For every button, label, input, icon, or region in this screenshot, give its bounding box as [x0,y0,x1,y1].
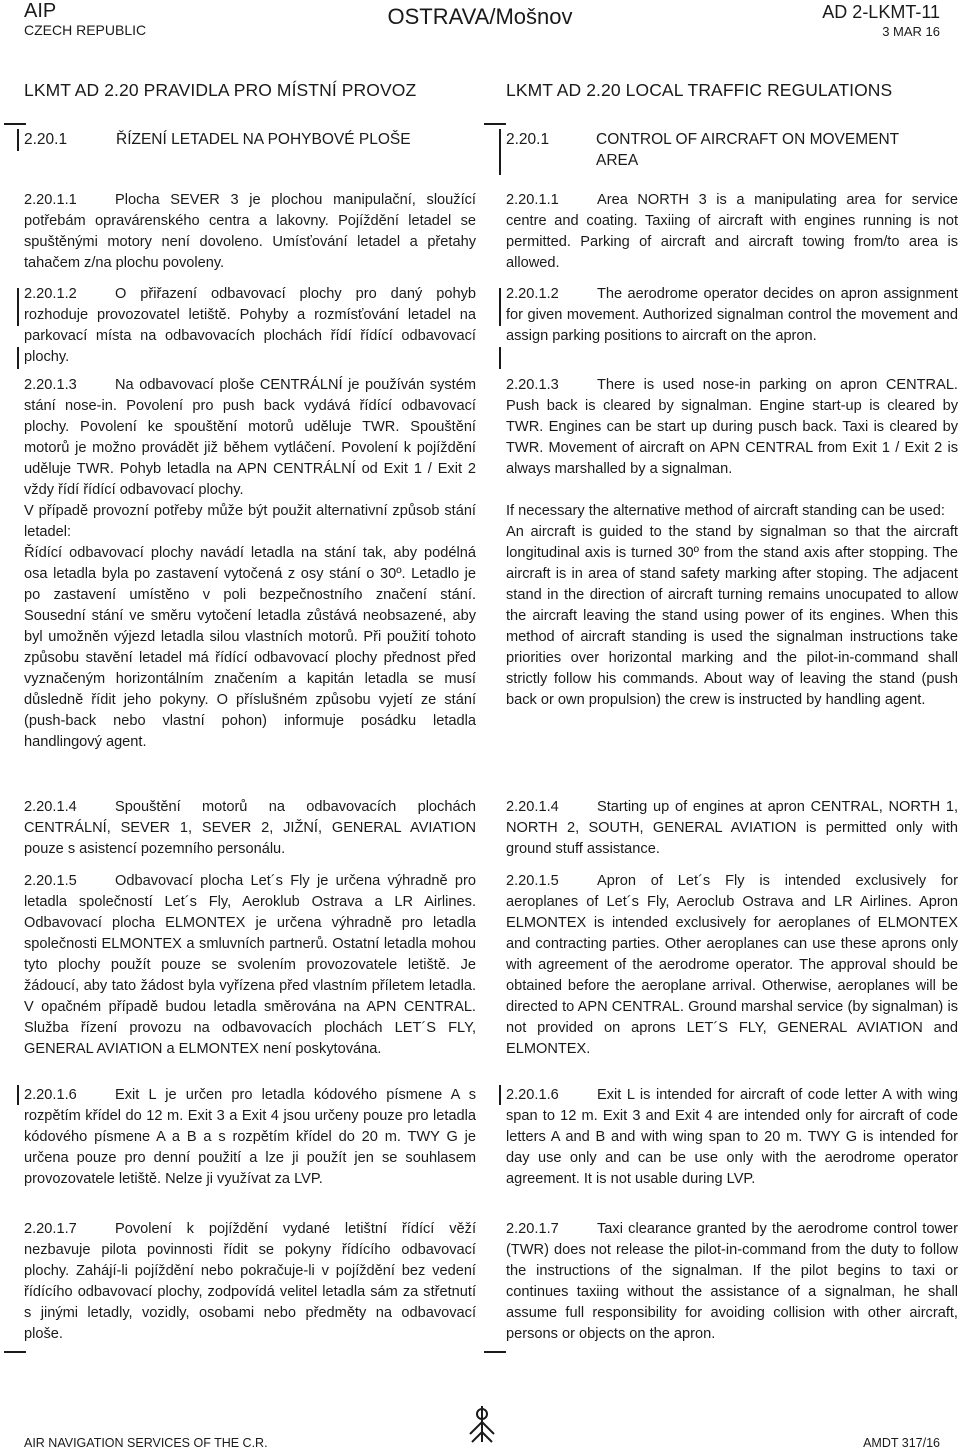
change-bar [17,1085,19,1105]
paragraph-number: 2.20.1.7 [24,1221,77,1237]
paragraph-text: Na odbavovací ploše CENTRÁLNÍ je používán systém stání nose-in. Povolení pro push back vydává řídící odbavovací plochy. Povolení ke spouštění motorů uděluje TWR. Spouštění motorů je možno provádět již během vytláčení. Povolení k pojíždění uděluje TWR. Pohyb letadla na APN CENTRÁLNÍ od Exit 1 / Exit 2 vždy řídí řídící odbavovací plochy. [24,377,476,498]
change-bar [17,129,19,151]
paragraph-number: 2.20.1.2 [24,286,77,302]
paragraph-text: Povolení k pojíždění vydané letištní řídící věží nezbavuje pilota povinnosti řídit se pokyny řídícího odbavovací plochy. Zahájí-li pojíždění nebo pokračuje-li v pojíždění bez vedení řídícího odbavovací plochy, zodpovídá velitel letadla sám za střetnutí s jinými letadly, vozidly, osobami nebo předměty na odbavovací ploše. [24,1221,476,1342]
paragraph-text: The aerodrome operator decides on apron assignment for given movement. Authorized signalman control the movement and assign parking positions to aircraft on the apron. [506,286,958,344]
paragraph-2-20-1-3-en [506,375,958,711]
paragraph-number: 2.20.1.4 [24,799,77,815]
paragraph-text: Exit L je určen pro letadla kódového písmene A s rozpětím křídel do 12 m. Exit 3 a Exit 4 jsou určeny pouze pro letadla kódového písmene A a B a s rozpětím křídel do 20 m. TWY G je určena pouze pro denní použití a lze ji použít jen se souhlasem provozovatele letiště. Nelze ji využívat za LVP. [24,1087,476,1187]
paragraph-text: Apron of Let´s Fly is intended exclusively for aeroplanes of Let´s Fly, Aeroclub Ostrava and LR Airlines. Apron ELMONTEX is intended exclusively for aeroplanes of ELMONTEX and contracting parties. Other aeroplanes can use these aprons only with agreement of the aerodrome operator. The approval should be obtained before the aeroplane arrival. Otherwise, aeroplanes will be directed to APN CENTRAL. Ground marshal service (by signalman) is not provided on aprons LET´S FLY, GENERAL AVIATION and ELMONTEX. [506,873,958,1057]
paragraph-text: Plocha SEVER 3 je plochou manipulační, sloužící potřebám opravárenského centra a lakovny. Pojíždění letadel se spuštěnými motory není dovoleno. Umísťování letadel a přetahy tahačem z/na plochu povoleny. [24,192,476,271]
paragraph-text: Odbavovací plocha Let´s Fly je určena výhradně pro letadla společností Let´s Fly, Aeroklub Ostrava a LR Airlines. Odbavovací plocha ELMONTEX je určena výhradně pro letadla společnosti ELMONTEX a smluvních partnerů. Ostatní letadla mohou tyto plochy použít pouze se svolením provozovatele letiště. Je žádoucí, aby tato žádost byla vyřízena před vlastním příletem letadla. V opačném případě budou letadla směrována na APN CENTRAL. Služba řízení provozu na odbavovacích plochách LET´S FLY, GENERAL AVIATION a ELMONTEX není poskytována. [24,873,476,1057]
paragraph-number: 2.20.1.5 [506,873,559,889]
change-bar [499,288,501,326]
paragraph-2-20-1-3-cz [24,375,476,753]
paragraph-number: 2.20.1.3 [506,377,559,393]
paragraph-text: Starting up of engines at apron CENTRAL, NORTH 1, NORTH 2, SOUTH, GENERAL AVIATION is permitted only with ground stuff assistance. [506,799,958,857]
header-date: 3 MAR 16 [882,24,940,39]
paragraph-2-20-1-1-en [506,190,958,274]
paragraph-number: 2.20.1.4 [506,799,559,815]
paragraph-number: 2.20.1.5 [24,873,77,889]
paragraph-text: Area NORTH 3 is a manipulating area for service centre and coating. Taxiing of aircraft with engines running is not permitted. Parking of aircraft and aircraft towing from/to area is allowed. [506,192,958,271]
paragraph-text: An aircraft is guided to the stand by signalman so that the aircraft longitudinal axis is turned 30º from the stand axis after stopping. The aircraft is in area of stand safety marking after stoping. The adjacent stand in the direction of aircraft turning remains unocupated to allow the aircraft leaving the stand using power of its engines. When this method of aircraft standing is used the signalman instructions take priorities over horizontal marking and the pilot-in-command shall strictly follow his commands. About way of leaving the stand (push back or own propulsion) the crew is instructed by handling agent. [506,524,958,708]
page-header [0,0,960,44]
paragraph-2-20-1-6-cz [24,1085,476,1190]
paragraph-number: 2.20.1.1 [506,192,559,208]
paragraph-2-20-1-2-cz [24,284,476,368]
amendment-mark-end [484,1351,506,1353]
subsection-number-cz: 2.20.1 [24,131,68,148]
paragraph-text: If necessary the alternative method of aircraft standing can be used: [506,503,945,519]
ans-cr-logo-icon [466,1404,498,1444]
paragraph-2-20-1-4-cz [24,797,476,860]
paragraph-text: Exit L is intended for aircraft of code letter A with wing span to 12 m. Exit 3 and Exit 4 are intended only for aircraft of code letters A and B and with wing span to 20 m. TWY G is intended for day use only and can be use only with the aerodrome operator agreement. It is not usable during LVP. [506,1087,958,1187]
paragraph-number: 2.20.1.3 [24,377,77,393]
subsection-title-cz: ŘÍZENÍ LETADEL NA POHYBOVÉ PLOŠE [116,131,411,148]
section-title-cz: LKMT AD 2.20 PRAVIDLA PRO MÍSTNÍ PROVOZ [24,80,417,100]
change-bar [17,288,19,326]
header-country: CZECH REPUBLIC [24,22,147,38]
paragraph-text: V případě provozní potřeby může být použit alternativní způsob stání letadel: [24,503,476,540]
header-aip: AIP [24,0,57,22]
paragraph-number: 2.20.1.6 [24,1087,77,1103]
paragraph-2-20-1-7-en [506,1219,958,1345]
change-bar [499,347,501,369]
header-page-ref: AD 2-LKMT-11 [822,2,940,22]
paragraph-number: 2.20.1.6 [506,1087,559,1103]
subsection-title-en-cont: AREA [596,152,639,169]
paragraph-2-20-1-4-en [506,797,958,860]
amendment-mark-end [4,1351,26,1353]
header-aerodrome: OSTRAVA/Mošnov [387,4,573,29]
paragraph-2-20-1-2-en [506,284,958,347]
paragraph-text: Spouštění motorů na odbavovacích plochách CENTRÁLNÍ, SEVER 1, SEVER 2, JIŽNÍ, GENERAL AVIATION pouze s asistencí pozemního personálu. [24,799,476,857]
paragraph-2-20-1-7-cz [24,1219,476,1345]
change-bar [17,347,19,369]
paragraph-2-20-1-5-cz [24,871,476,1060]
paragraph-text: Taxi clearance granted by the aerodrome control tower (TWR) does not release the pilot-in-command from the duty to follow the instructions of the signalman. If the pilot begins to taxi or continues taxiing without the assistance of a signalman, he shall assume full responsibility for avoiding collision with other aircraft, persons or objects on the apron. [506,1221,958,1342]
amendment-mark-start [4,123,26,125]
footer-amendment: AMDT 317/16 [863,1436,940,1450]
paragraph-2-20-1-5-en [506,871,958,1060]
amendment-mark-start [484,123,506,125]
section-title-en: LKMT AD 2.20 LOCAL TRAFFIC REGULATIONS [506,80,893,100]
subsection-title-en: CONTROL OF AIRCRAFT ON MOVEMENT [596,131,900,148]
paragraph-text: O přiřazení odbavovací plochy pro daný pohyb rozhoduje provozovatel letiště. Pohyby a rozmísťování letadel na parkovací místa na odbavovacích plochách řídí řídící odbavovací plochy. [24,286,476,365]
paragraph-text: Řídící odbavovací plochy navádí letadla na stání tak, aby podélná osa letadla byla po zastavení vytočená z osy stání o 30º. Letadlo je po zastavení umístěno v poli bezpečnostního značení stání. Sousední stání ve směru vytočení letadla zůstává neobsazené, aby byl umožněn výjezd letadla silou vlastních motorů. Při použití tohoto způsobu stavění letadel má řídící odbavovací plochy přednost před vyznačeným horizontálním značením a kapitán letadla se musí důsledně řídit jeho pokyny. O příslušném způsobu vyjetí ze stání (push-back nebo vlastní pohon) informuje posádku letadla handlingový agent. [24,545,476,750]
paragraph-number: 2.20.1.7 [506,1221,559,1237]
paragraph-number: 2.20.1.2 [506,286,559,302]
paragraph-2-20-1-6-en [506,1085,958,1190]
paragraph-number: 2.20.1.1 [24,192,77,208]
subsection-number-en: 2.20.1 [506,131,550,148]
change-bar [499,1085,501,1105]
footer-publisher: AIR NAVIGATION SERVICES OF THE C.R. [24,1436,268,1450]
paragraph-text: There is used nose-in parking on apron CENTRAL. Push back is cleared by signalman. Engine start-up is cleared by TWR. Engines can be start up during pusch back. Taxi is cleared by TWR. Movement of aircraft on APN CENTRAL from Exit 1 / Exit 2 is always marshalled by a signalman. [506,377,958,477]
change-bar [499,129,501,175]
paragraph-2-20-1-1-cz [24,190,476,274]
